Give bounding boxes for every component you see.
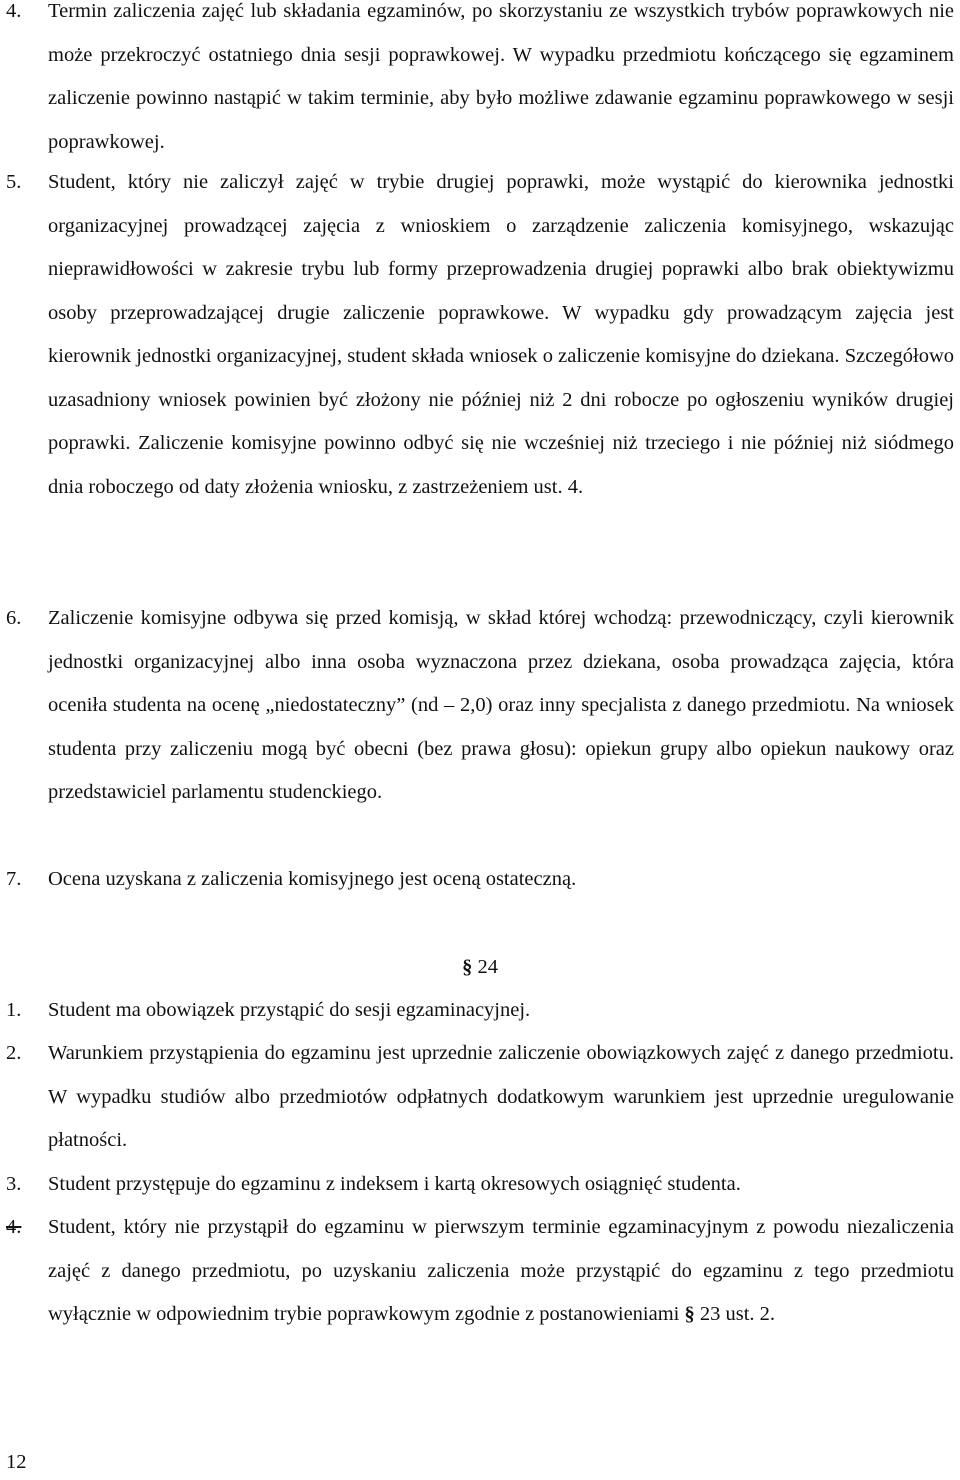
list-item-number: 3. bbox=[6, 1173, 22, 1195]
list-item-text-part: 23 ust. 2. bbox=[694, 1303, 776, 1325]
list-item bbox=[0, 597, 960, 815]
list-item bbox=[0, 1032, 960, 1163]
list-item-text-part: Student, który nie przystąpił do egzaminu w pierwszym terminie egzaminacyjnym z powodu niezaliczenia zajęć z danego przedmiotu, po uzyskaniu zaliczenia może przystąpić do egzaminu z tego przedmiotu wyłącznie w odpowiednim trybie poprawkowym zgodnie z postanowieniami bbox=[48, 1216, 954, 1325]
list-item-text: Student przystępuje do egzaminu z indeksem i kartą okresowych osiągnięć studenta. bbox=[48, 1173, 741, 1195]
list-item-text: Student, który nie zaliczył zajęć w trybie drugiej poprawki, może wystąpić do kierownika jednostki organizacyjnej prowadzącej zajęcia z wnioskiem o zarządzenie zaliczenia komisyjnego, wskazując nieprawidłowości w zakresie trybu lub formy przeprowadzenia drugiej poprawki albo brak obiektywizmu osoby przeprowadzającej drugie zaliczenie poprawkowe. W wypadku gdy prowadzącym zajęcia jest kierownik jednostki organizacyjnej, student składa wniosek o zaliczenie komisyjne do dziekana. Szczegółowo uzasadniony wniosek powinien być złożony nie później niż 2 dni robocze po ogłoszeniu wyników drugiej poprawki. Zaliczenie komisyjne powinno odbyć się nie wcześniej niż trzeciego i nie później niż siódmego dnia roboczego od daty złożenia wniosku, z zastrzeżeniem ust. 4. bbox=[48, 171, 954, 498]
list-item-number: 1. bbox=[6, 999, 22, 1021]
list-item bbox=[0, 1163, 960, 1207]
section-heading bbox=[0, 946, 960, 990]
list-item-text: Warunkiem przystąpienia do egzaminu jest uprzednie zaliczenie obowiązkowych zajęć z danego przedmiotu. W wypadku studiów albo przedmiotów odpłatnych dodatkowym warunkiem jest uprzednie uregulowanie płatności. bbox=[48, 1042, 954, 1151]
list-item-text: Student ma obowiązek przystąpić do sesji egzaminacyjnej. bbox=[48, 999, 531, 1021]
section-sign: § bbox=[684, 1303, 695, 1325]
list-item bbox=[0, 858, 960, 902]
page-number: 12 bbox=[6, 1451, 27, 1473]
list-item-number: 4. bbox=[6, 0, 22, 22]
list-item-number: 4. bbox=[6, 1216, 22, 1238]
list-item-number: 5. bbox=[6, 171, 22, 193]
list-item-number: 6. bbox=[6, 607, 22, 629]
list-item-number: 7. bbox=[6, 868, 22, 890]
section-sign: § bbox=[462, 956, 473, 978]
list-item-text: Termin zaliczenia zajęć lub składania egzaminów, po skorzystaniu ze wszystkich trybów poprawkowych nie może przekroczyć ostatniego dnia sesji poprawkowej. W wypadku przedmiotu kończącego się egzaminem zaliczenie powinno nastąpić w takim terminie, aby było możliwe zdawanie egzaminu poprawkowego w sesji poprawkowej. bbox=[48, 0, 954, 153]
list-item bbox=[0, 161, 960, 509]
list-item bbox=[0, 0, 960, 164]
list-item-text: Zaliczenie komisyjne odbywa się przed komisją, w skład której wchodzą: przewodniczący, czyli kierownik jednostki organizacyjnej albo inna osoba wyznaczona przez dziekana, osoba prowadząca zajęcia, która oceniła studenta na ocenę „niedostateczny” (nd – 2,0) oraz inny specjalista z danego przedmiotu. Na wniosek studenta przy zaliczeniu mogą być obecni (bez prawa głosu): opiekun grupy albo opiekun naukowy oraz przedstawiciel parlamentu studenckiego. bbox=[48, 607, 954, 803]
section-number: 24 bbox=[477, 956, 498, 978]
list-item bbox=[0, 989, 960, 1033]
list-item-text: Ocena uzyskana z zaliczenia komisyjnego jest oceną ostateczną. bbox=[48, 868, 577, 890]
list-item-number: 2. bbox=[6, 1042, 22, 1064]
list-item bbox=[0, 1206, 960, 1337]
list-item-text bbox=[48, 1206, 954, 1337]
